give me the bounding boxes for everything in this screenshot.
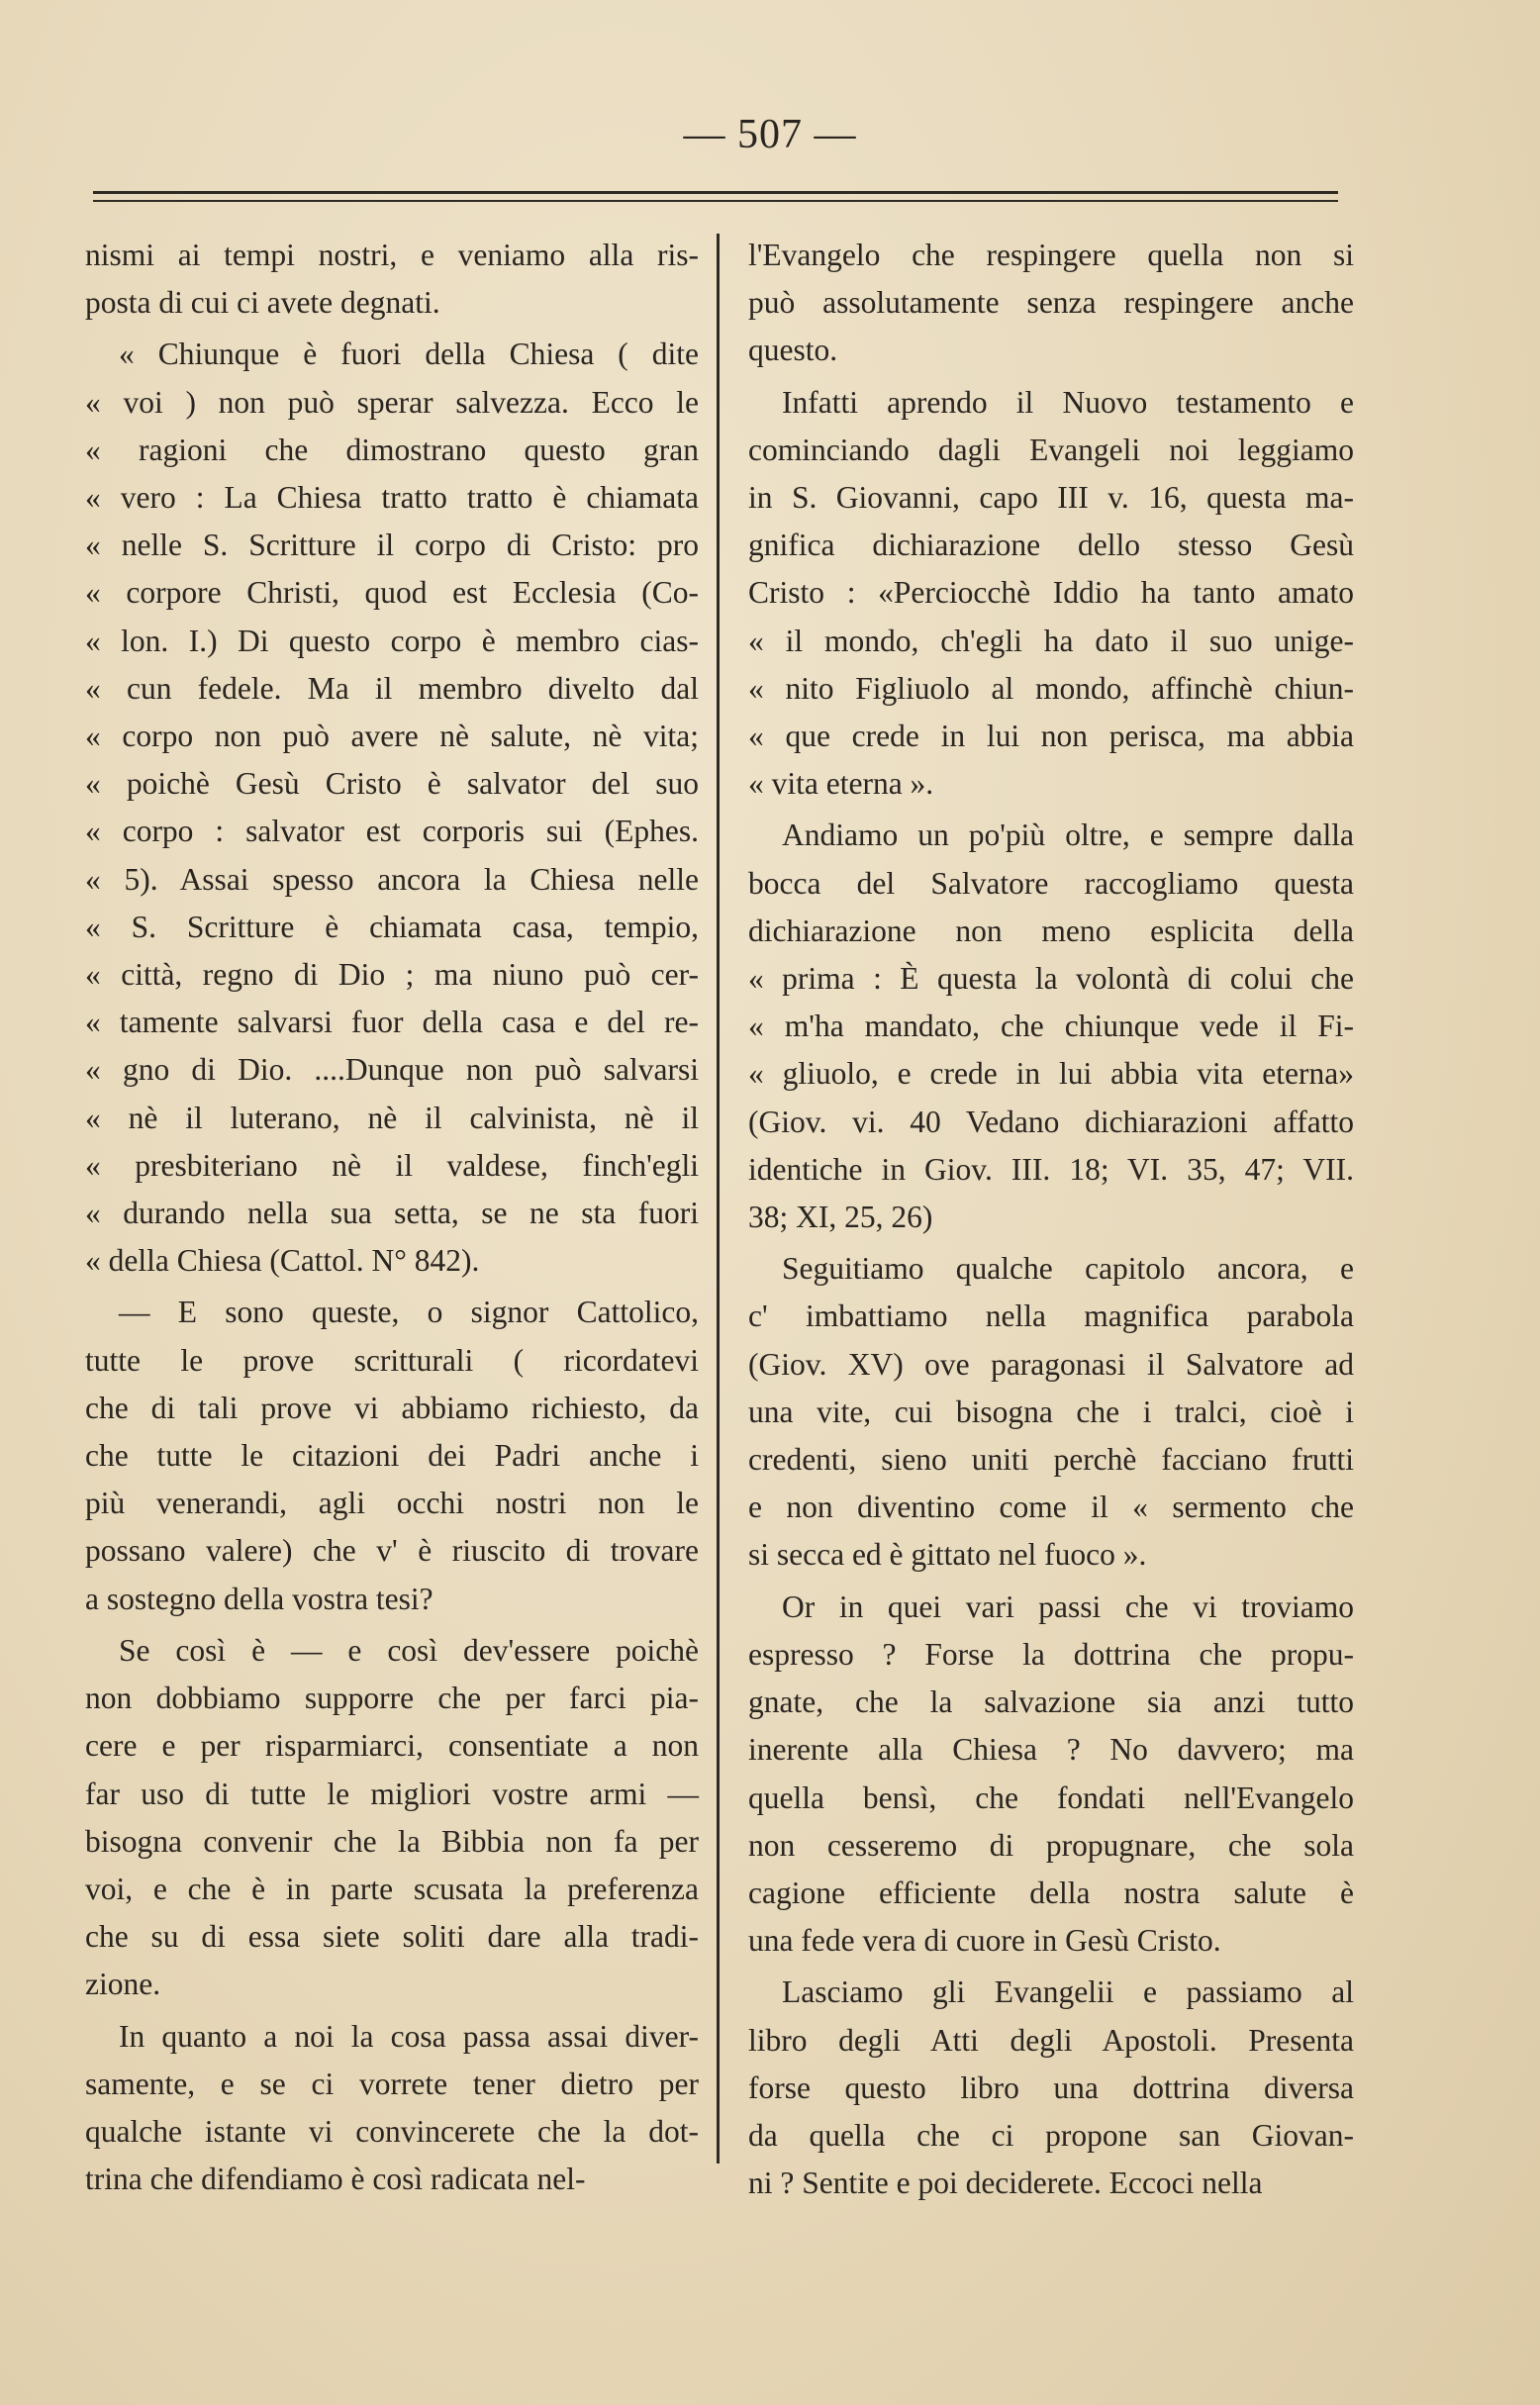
text-line: « presbiteriano nè il valdese, finch'egli [85,1147,699,1183]
text-line: gnate, che la salvazione sia anzi tutto [748,1684,1354,1720]
text-line: Seguitiamo qualche capitolo ancora, e [782,1251,1354,1287]
text-line: identiche in Giov. III. 18; VI. 35, 47; VII. [748,1151,1354,1187]
text-line: cere e per risparmiarci, consentiate a non [85,1728,699,1764]
text-line: che tutte le citazioni dei Padri anche i [85,1438,699,1474]
text-line: si secca ed è gittato nel fuoco ». [748,1537,1147,1573]
text-line: posta di cui ci avete degnati. [85,285,440,321]
text-line: « il mondo, ch'egli ha dato il suo unige- [748,623,1354,658]
paragraph [85,232,699,327]
text-line: 38; XI, 25, 26) [748,1200,933,1235]
text-line: (Giov. vi. 40 Vedano dichiarazioni affatto [748,1104,1354,1139]
text-line: « nelle S. Scritture il corpo di Cristo: pro [85,528,699,563]
paragraph [748,232,1354,375]
text-line: « que crede in lui non perisca, ma abbia [748,719,1354,754]
text-line: « durando nella sua setta, se ne sta fuori [85,1196,699,1231]
text-line: « della Chiesa (Cattol. N° 842). [85,1243,480,1279]
text-line: (Giov. XV) ove paragonasi il Salvatore ad [748,1346,1354,1382]
text-line: forse questo libro una dottrina diversa [748,2069,1354,2105]
paragraph [748,1584,1354,1966]
text-line: Infatti aprendo il Nuovo testamento e [782,384,1354,420]
text-line: « ragioni che dimostrano questo gran [85,432,699,467]
text-line: l'Evangelo che respingere quella non si [748,238,1354,272]
text-line: « corpore Christi, quod est Ecclesia (Co- [85,575,699,611]
text-line: « città, regno di Dio ; ma niuno può cer- [85,957,699,993]
text-line: « nito Figliuolo al mondo, affinchè chiun- [748,670,1354,706]
page-number: — 507 — [683,112,857,157]
text-line: ni ? Sentite e poi deciderete. Eccoci nella [748,2165,1263,2201]
text-line: Lasciamo gli Evangelii e passiamo al [782,1974,1354,2010]
header-rule [93,191,1338,202]
text-line: espresso ? Forse la dottrina che propu- [748,1636,1354,1672]
text-line: « corpo : salvator est corporis sui (Ephes. [85,814,699,849]
text-line: cominciando dagli Evangeli noi leggiamo [748,432,1354,467]
text-line: c' imbattiamo nella magnifica parabola [748,1299,1354,1334]
column-divider [717,234,720,2164]
text-line: « vero : La Chiesa tratto tratto è chiamata [85,480,699,516]
text-line: « cun fedele. Ma il membro divelto dal [85,670,699,706]
text-line: Se così è — e così dev'essere poichè [119,1632,699,1668]
text-line: più venerandi, agli occhi nostri non le [85,1486,699,1521]
text-line: non dobbiamo supporre che per farci pia- [85,1681,699,1716]
text-line: bisogna convenir che la Bibbia non fa per [85,1823,699,1859]
text-line: « gliuolo, e crede in lui abbia vita eterna» [748,1056,1354,1092]
text-line: dichiarazione non meno esplicita della [748,913,1354,948]
text-line: « voi ) non può sperar salvezza. Ecco le [85,384,699,420]
text-line: « corpo non può avere nè salute, nè vita; [85,719,699,754]
text-line: che su di essa siete soliti dare alla tradi- [85,1919,699,1955]
text-line: « S. Scritture è chiamata casa, tempio, [85,909,699,944]
text-line: cagione efficiente della nostra salute è [748,1875,1354,1910]
text-line: « poichè Gesù Cristo è salvator del suo [85,766,699,802]
text-line: questo. [748,333,838,368]
paragraph [85,2013,699,2204]
text-line: Or in quei vari passi che vi troviamo [782,1588,1354,1624]
text-line: Cristo : «Perciocchè Iddio ha tanto amato [748,575,1354,611]
right-column [748,232,1354,2207]
text-line: credenti, sieno uniti perchè facciano frutti [748,1442,1354,1478]
text-line: bocca del Salvatore raccogliamo questa [748,865,1354,901]
text-line: « gno di Dio. ....Dunque non può salvarsi [85,1052,699,1088]
paragraph [748,379,1354,809]
left-column [85,232,699,2203]
text-line: « prima : È questa la volontà di colui che [748,961,1354,997]
text-line: quella bensì, che fondati nell'Evangelo [748,1780,1354,1815]
text-line: « tamente salvarsi fuor della casa e del re- [85,1005,699,1040]
text-line: possano valere) che v' è riuscito di trovare [85,1533,699,1569]
paragraph [85,1627,699,2009]
text-line: far uso di tutte le migliori vostre armi — [85,1776,699,1811]
text-line: trina che difendiamo è così radicata nel- [85,2162,586,2197]
paragraph [748,1969,1354,2207]
text-line: « vita eterna ». [748,766,934,802]
paragraph [748,812,1354,1241]
text-line: inerente alla Chiesa ? No davvero; ma [748,1732,1354,1768]
text-line: « nè il luterano, nè il calvinista, nè il [85,1100,699,1135]
text-line: « 5). Assai spesso ancora la Chiesa nelle [85,861,699,897]
paragraph [748,1245,1354,1579]
text-line: voi, e che è in parte scusata la preferenza [85,1871,699,1906]
text-line: « lon. I.) Di questo corpo è membro cias- [85,623,699,658]
text-line: da quella che ci propone san Giovan- [748,2117,1354,2153]
text-line: che di tali prove vi abbiamo richiesto, da [85,1390,699,1425]
text-line: samente, e se ci vorrete tener dietro per [85,2066,699,2101]
text-line: una fede vera di cuore in Gesù Cristo. [748,1923,1221,1959]
text-line: Andiamo un po'più oltre, e sempre dalla [782,818,1354,853]
text-line: « m'ha mandato, che chiunque vede il Fi- [748,1009,1354,1044]
text-line: non cesseremo di propugnare, che sola [748,1827,1354,1863]
text-line: « Chiunque è fuori della Chiesa ( dite [119,337,699,372]
text-line: nismi ai tempi nostri, e veniamo alla ris- [85,238,699,272]
text-line: in S. Giovanni, capo III v. 16, questa ma- [748,480,1354,516]
text-line: qualche istante vi convincerete che la dot- [85,2113,699,2149]
text-line: In quanto a noi la cosa passa assai diver- [119,2018,699,2054]
text-line: una vite, cui bisogna che i tralci, cioè i [748,1394,1354,1429]
text-line: zione. [85,1967,161,2002]
text-line: libro degli Atti degli Apostoli. Presenta [748,2022,1354,2058]
text-line: gnifica dichiarazione dello stesso Gesù [748,528,1354,563]
paragraph [85,1289,699,1622]
text-line: — E sono queste, o signor Cattolico, [119,1295,699,1330]
text-line: tutte le prove scritturali ( ricordatevi [85,1342,699,1378]
text-line: e non diventino come il « sermento che [748,1490,1354,1525]
text-line: a sostegno della vostra tesi? [85,1581,433,1616]
text-line: può assolutamente senza respingere anche [748,285,1354,321]
paragraph [85,331,699,1285]
